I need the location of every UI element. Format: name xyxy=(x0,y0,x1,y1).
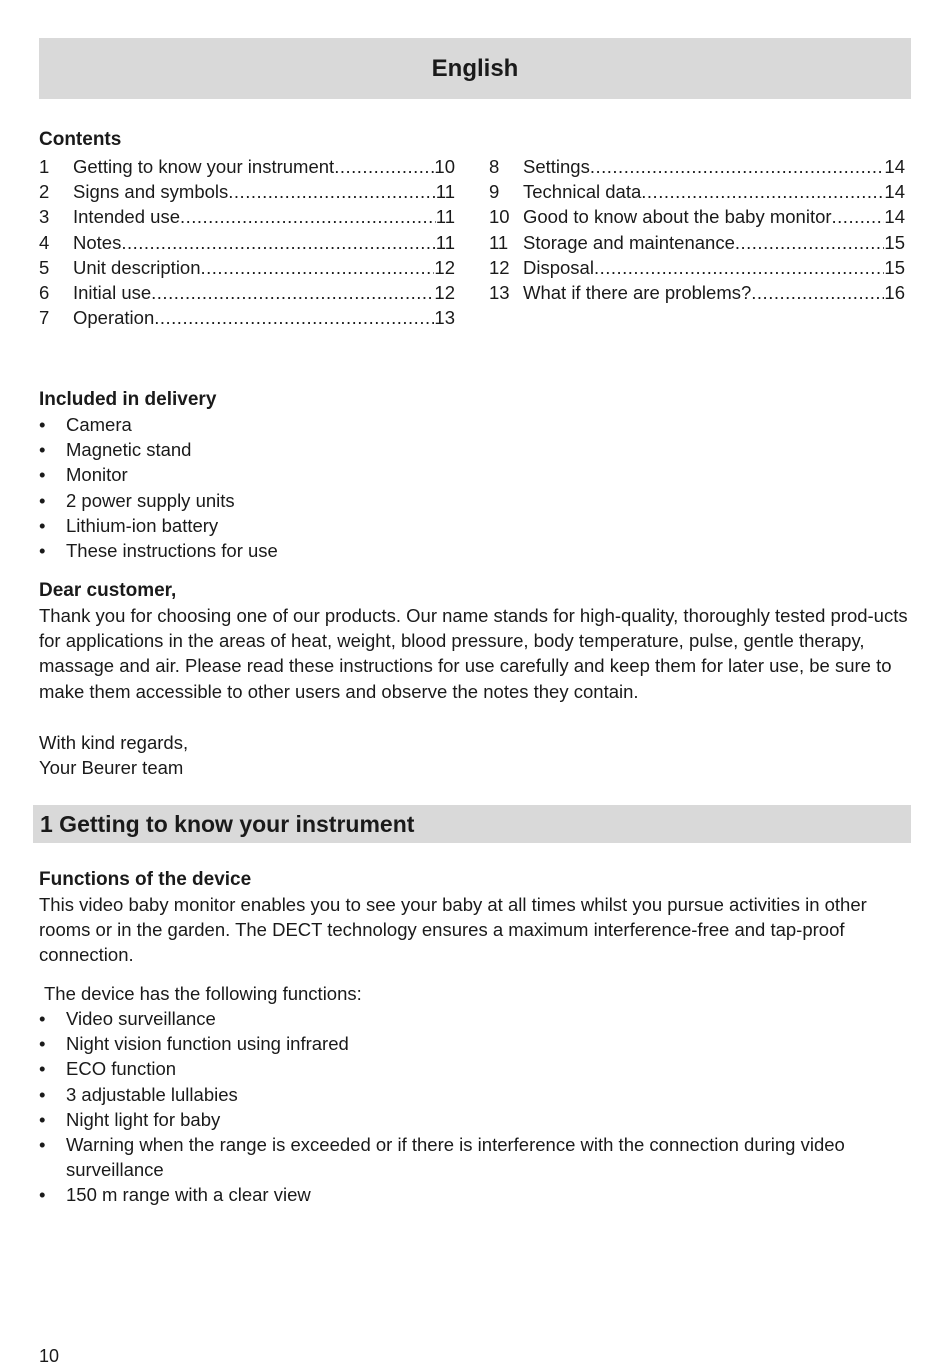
functions-body: This video baby monitor enables you to see your baby at all times whilst you pursue activities in other rooms or in the garden. The DECT technology ensures a maximum interference-free and tap-proof connection. xyxy=(39,894,867,966)
toc-number: 7 xyxy=(39,307,50,329)
toc-leader-dots xyxy=(832,204,885,229)
list-item: • Night vision function using infrared xyxy=(39,1031,879,1056)
contents-heading: Contents xyxy=(39,129,122,150)
greeting-body: Thank you for choosing one of our products. Our name stands for high-quality, thoroughly tested prod-ucts for applications in the areas of heat, weight, blood pressure, body temperature, pulse, gentle therapy, massage and air. Please read these instructions for use carefully and keep them for later use, be sure to make them accessible to other users and observe the notes they contain. xyxy=(39,605,908,702)
toc-page: 11 xyxy=(435,231,455,253)
toc-entry[interactable] xyxy=(489,280,905,305)
toc-number: 6 xyxy=(39,281,50,303)
list-item: • 3 adjustable lullabies xyxy=(39,1082,879,1107)
toc-leader-dots xyxy=(121,230,435,255)
greeting-heading: Dear customer, xyxy=(39,580,177,601)
delivery-heading: Included in delivery xyxy=(39,389,217,410)
toc-page: 10 xyxy=(434,156,455,177)
toc-title: Unit description xyxy=(73,256,201,278)
toc-leader-dots xyxy=(151,280,434,305)
toc-title: Initial use xyxy=(73,281,152,303)
toc-entry[interactable] xyxy=(39,179,455,204)
toc-number: 12 xyxy=(489,256,510,278)
toc-page: 15 xyxy=(884,256,905,278)
toc-entry[interactable] xyxy=(489,154,905,179)
language-title: English xyxy=(431,54,519,82)
toc-leader-dots xyxy=(594,255,884,280)
toc-page: 13 xyxy=(434,307,455,329)
list-item: • Magnetic stand xyxy=(39,437,879,462)
toc-title: Signs and symbols xyxy=(73,181,229,203)
toc-entry[interactable] xyxy=(489,230,905,255)
toc-page: 11 xyxy=(435,181,455,203)
toc-title: Operation xyxy=(73,307,155,329)
toc-number: 2 xyxy=(39,181,50,203)
list-item: • 150 m range with a clear view xyxy=(39,1182,879,1207)
toc-entry[interactable] xyxy=(489,255,905,280)
list-item: • Warning when the range is exceeded or if there is interference with the connection during video surveillance xyxy=(39,1132,879,1182)
list-item: • Night light for baby xyxy=(39,1107,879,1132)
toc-number: 11 xyxy=(489,231,509,253)
toc-entry[interactable] xyxy=(489,179,905,204)
list-item: • ECO function xyxy=(39,1056,879,1081)
toc-leader-dots xyxy=(751,280,884,305)
toc-title: Getting to know your instrument xyxy=(73,156,335,177)
toc-number: 1 xyxy=(39,156,50,177)
closing-line: With kind regards, xyxy=(39,732,189,753)
toc-leader-dots xyxy=(334,154,434,179)
toc-leader-dots xyxy=(154,305,434,330)
toc-title: Notes xyxy=(73,231,122,253)
toc-title: Good to know about the baby monitor xyxy=(523,206,832,228)
toc-page: 12 xyxy=(434,256,455,278)
toc-entry[interactable] xyxy=(489,204,905,229)
toc-title: Technical data xyxy=(523,181,642,203)
toc-entry[interactable] xyxy=(39,255,455,280)
list-item: • Camera xyxy=(39,412,879,437)
toc-title: Disposal xyxy=(523,256,594,278)
toc-title: Settings xyxy=(523,156,590,177)
toc-page: 14 xyxy=(884,206,905,228)
toc-title: Intended use xyxy=(73,206,180,228)
toc-page: 11 xyxy=(435,206,455,228)
toc-leader-dots xyxy=(735,230,885,255)
toc-leader-dots xyxy=(180,204,436,229)
toc-number: 4 xyxy=(39,231,50,253)
toc-number: 10 xyxy=(489,206,510,228)
toc-right-column xyxy=(489,154,905,305)
toc-page: 12 xyxy=(434,281,455,303)
toc-number: 8 xyxy=(489,156,500,177)
list-item: • 2 power supply units xyxy=(39,488,879,513)
list-item: • Video surveillance xyxy=(39,1006,879,1031)
list-item: • Lithium-ion battery xyxy=(39,513,879,538)
page-number: 10 xyxy=(39,1346,60,1366)
toc-number: 9 xyxy=(489,181,500,203)
toc-leader-dots xyxy=(228,179,436,204)
toc-entry[interactable] xyxy=(39,230,455,255)
list-item: • Monitor xyxy=(39,462,879,487)
toc-page: 14 xyxy=(884,156,905,177)
toc-leader-dots xyxy=(590,154,885,179)
language-header xyxy=(39,38,911,99)
section-title: 1 Getting to know your instrument xyxy=(40,810,415,837)
functions-list xyxy=(39,1006,879,1208)
section-header xyxy=(33,805,911,843)
toc-number: 5 xyxy=(39,256,50,278)
signature-line: Your Beurer team xyxy=(39,757,184,778)
toc-entry[interactable] xyxy=(39,204,455,229)
delivery-list xyxy=(39,412,879,563)
toc-left-column xyxy=(39,154,455,330)
functions-heading: Functions of the device xyxy=(39,869,252,890)
list-item: • These instructions for use xyxy=(39,538,879,563)
toc-page: 16 xyxy=(884,281,905,303)
functions-intro: The device has the following functions: xyxy=(44,983,362,1004)
toc-number: 13 xyxy=(489,281,510,303)
toc-page: 15 xyxy=(884,231,905,253)
toc-entry[interactable] xyxy=(39,154,455,179)
toc-title: What if there are problems? xyxy=(523,281,752,303)
toc-entry[interactable] xyxy=(39,305,455,330)
toc-number: 3 xyxy=(39,206,50,228)
toc-page: 14 xyxy=(884,181,905,203)
toc-title: Storage and maintenance xyxy=(523,231,735,253)
toc-leader-dots xyxy=(201,255,435,280)
toc-entry[interactable] xyxy=(39,280,455,305)
toc-leader-dots xyxy=(641,179,884,204)
